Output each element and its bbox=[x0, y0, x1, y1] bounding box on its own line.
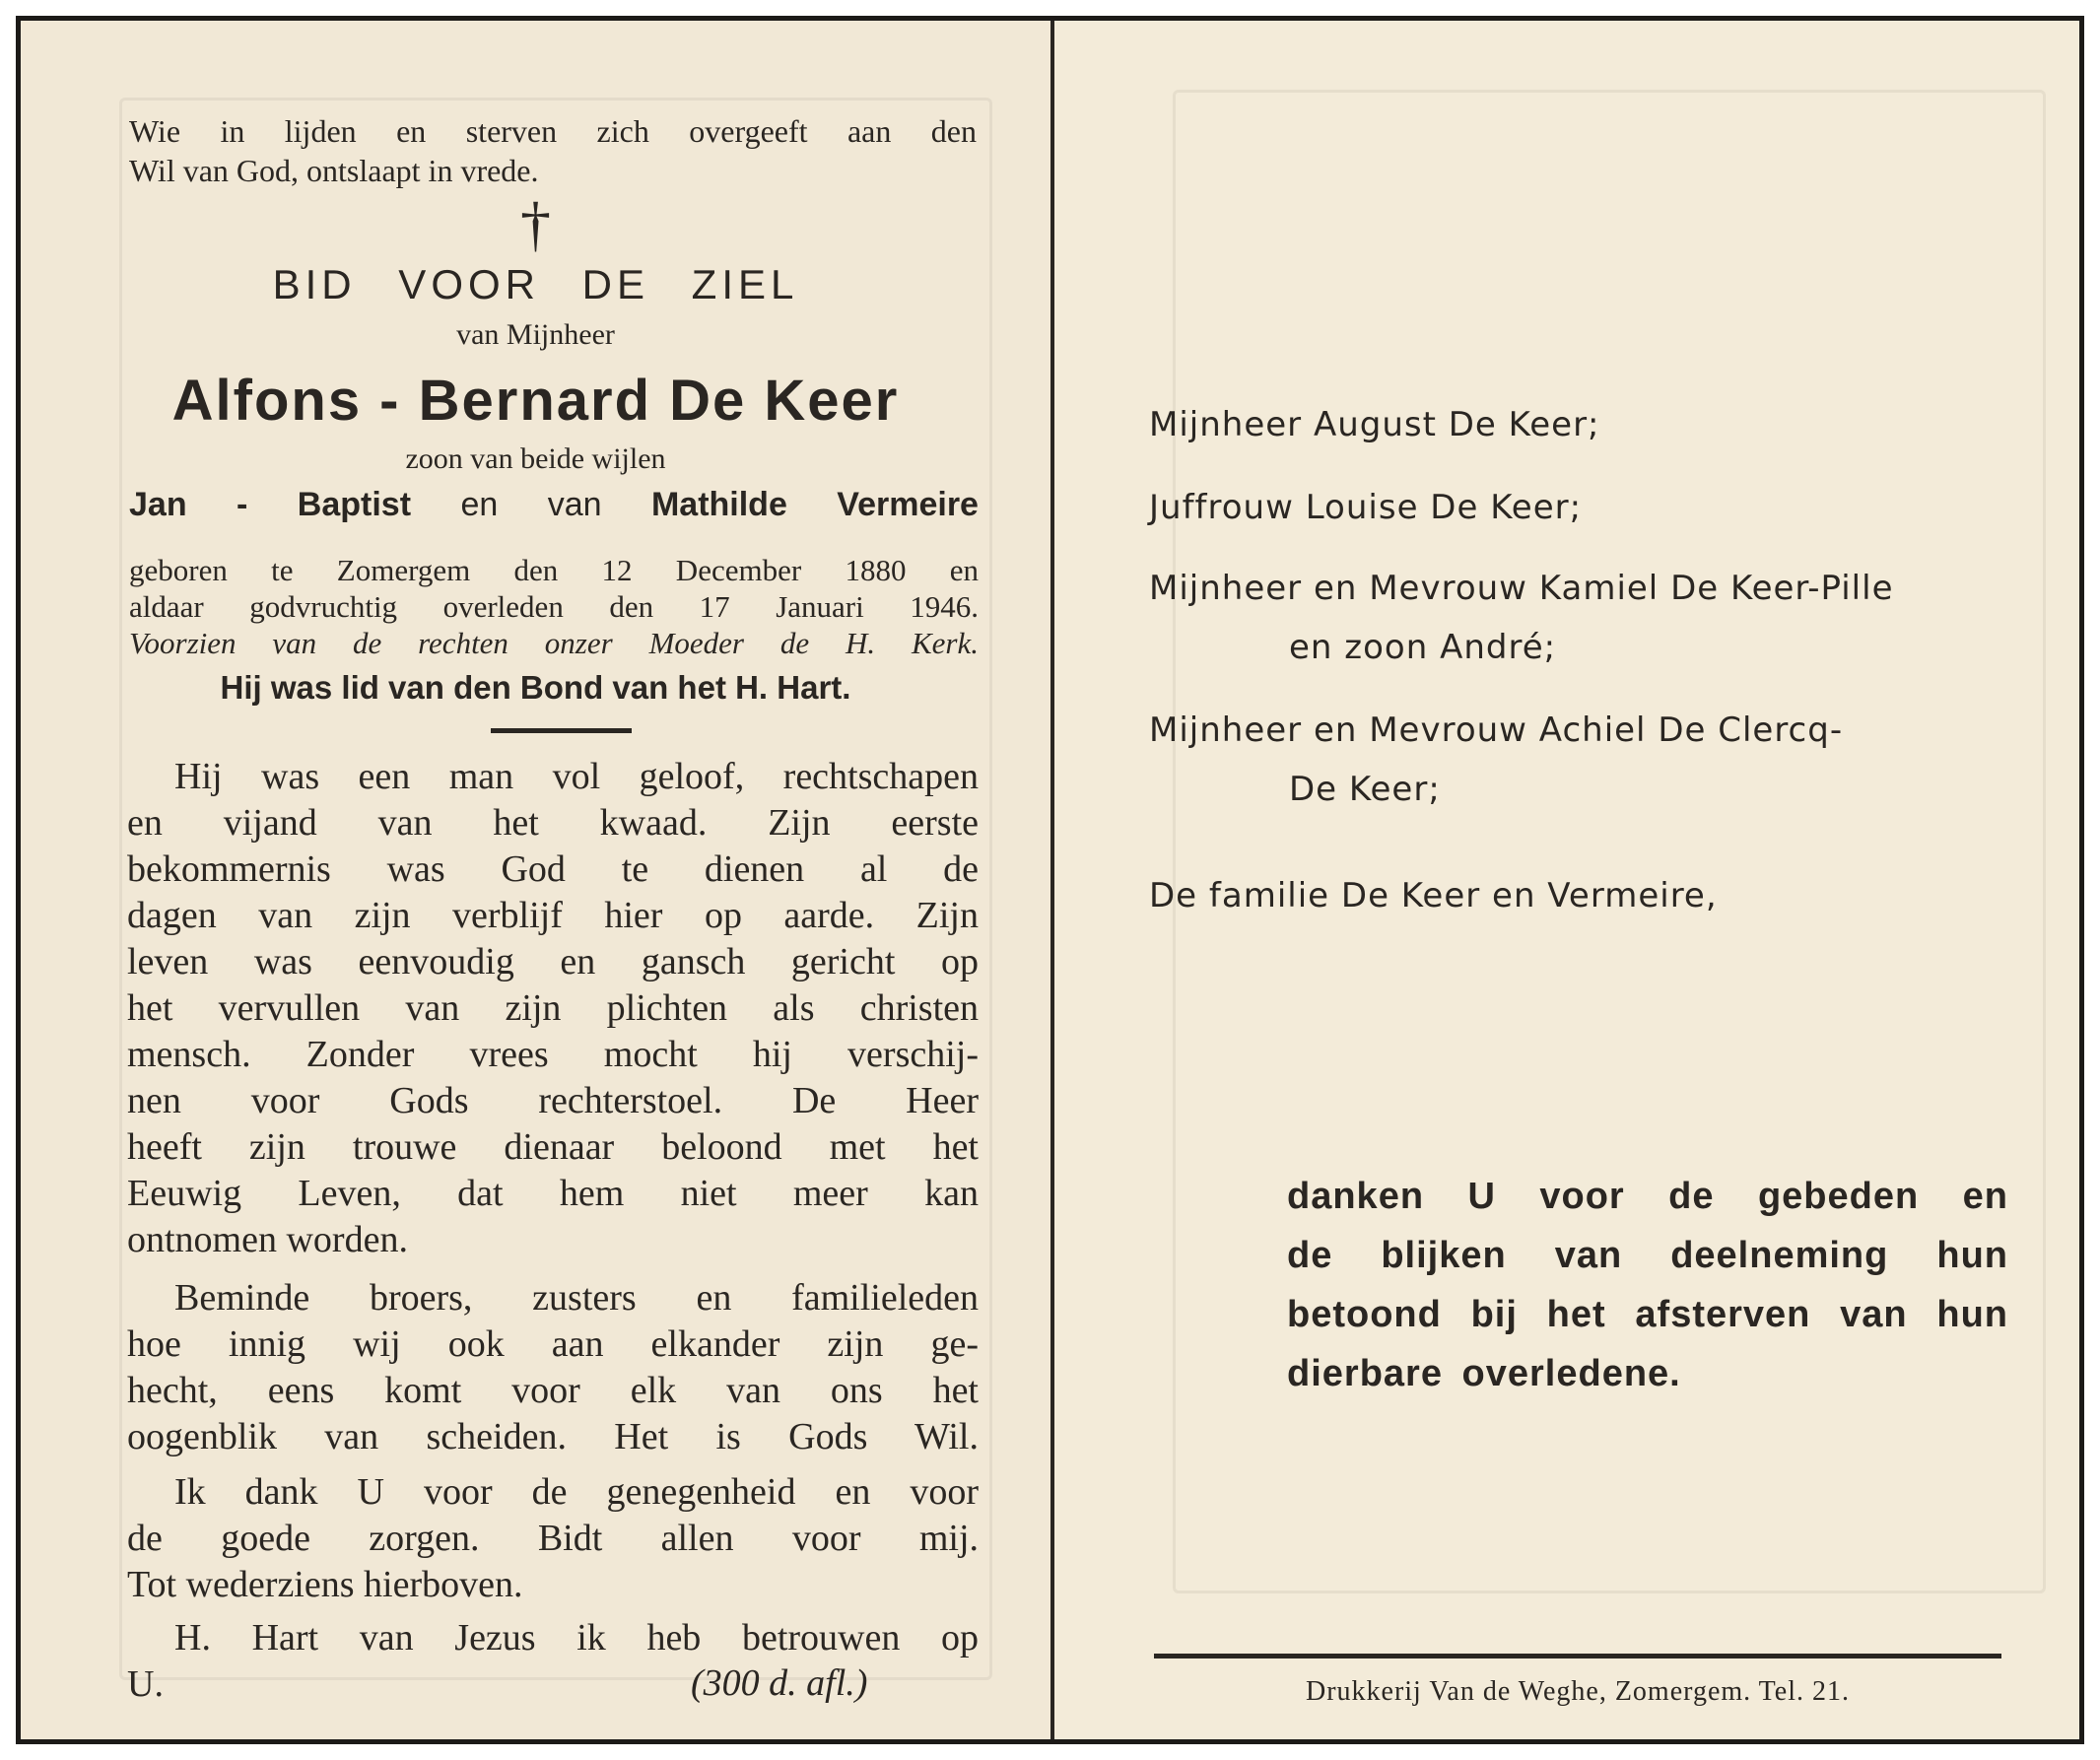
thanks-line: betoond bij het afsterven van hun bbox=[1287, 1294, 2008, 1335]
mother-name: Mathilde Vermeire bbox=[650, 486, 979, 523]
indulgence-note: (300 d. afl.) bbox=[691, 1662, 868, 1704]
birth-line: geboren te Zomergem den 12 December 1880 en bbox=[129, 553, 979, 587]
text-line: hoe innig wij ook aan elkander zijn ge- bbox=[127, 1323, 979, 1365]
text-line: mensch. Zonder vrees mocht hij verschij- bbox=[127, 1034, 979, 1075]
sacraments-line: Voorzien van de rechten onzer Moeder de H. Kerk. bbox=[129, 626, 979, 660]
family-line: en zoon André; bbox=[1289, 628, 1557, 667]
text-line: Eeuwig Leven, dat hem niet meer kan bbox=[127, 1173, 979, 1214]
text-line: oogenblik van scheiden. Het is Gods Wil. bbox=[127, 1416, 979, 1457]
text-line: H. Hart van Jezus ik heb betrouwen op bbox=[174, 1617, 979, 1658]
text-line: dagen van zijn verblijf hier op aarde. Zijn bbox=[127, 895, 979, 936]
text-line: leven was eenvoudig en gansch gericht op bbox=[127, 941, 979, 982]
family-line: Mijnheer August De Keer; bbox=[1149, 405, 1600, 444]
motto-line-1: Wie in lijden en sterven zich overgeeft aan den bbox=[129, 113, 977, 149]
father-name: Jan - Baptist bbox=[129, 486, 412, 523]
family-line: Mijnheer en Mevrouw Achiel De Clercq- bbox=[1149, 711, 1844, 750]
parents-line bbox=[129, 486, 979, 524]
text-line: bekommernis was God te dienen al de bbox=[127, 848, 979, 890]
text-line: Tot wederziens hierboven. bbox=[127, 1564, 523, 1605]
left-page bbox=[21, 21, 1050, 1739]
printer-credit: Drukkerij Van de Weghe, Zomergem. Tel. 21. bbox=[1305, 1676, 1851, 1707]
footer-divider bbox=[1154, 1654, 2001, 1658]
text-line: ontnomen worden. bbox=[127, 1219, 408, 1260]
parents-conjunction: en van bbox=[460, 486, 602, 523]
thanks-line: dierbare overledene. bbox=[1287, 1353, 1681, 1394]
text-line: de goede zorgen. Bidt allen voor mij. bbox=[127, 1518, 979, 1559]
bond-line: Hij was lid van den Bond van het H. Hart. bbox=[220, 669, 851, 706]
divider bbox=[491, 728, 632, 733]
motto-line-2: Wil van God, ontslaapt in vrede. bbox=[129, 153, 539, 188]
cross-icon: † bbox=[520, 191, 551, 258]
son-of-label: zoon van beide wijlen bbox=[405, 442, 666, 475]
deceased-name: Alfons - Bernard De Keer bbox=[171, 369, 900, 433]
family-line: De familie De Keer en Vermeire, bbox=[1149, 876, 1718, 915]
death-line: aldaar godvruchtig overleden den 17 Januari 1946. bbox=[129, 589, 979, 624]
text-line: en vijand van het kwaad. Zijn eerste bbox=[127, 802, 979, 844]
text-line: Hij was een man vol geloof, rechtschapen bbox=[174, 756, 979, 797]
text-line: nen voor Gods rechterstoel. De Heer bbox=[127, 1080, 979, 1121]
thanks-line: danken U voor de gebeden en bbox=[1287, 1176, 2008, 1217]
family-line: Mijnheer en Mevrouw Kamiel De Keer-Pille bbox=[1149, 569, 1894, 608]
text-line: U. bbox=[127, 1663, 164, 1705]
text-line: het vervullen van zijn plichten als christen bbox=[127, 987, 979, 1029]
thanks-line: de blijken van deelneming hun bbox=[1287, 1235, 2008, 1276]
family-line: Juffrouw Louise De Keer; bbox=[1149, 488, 1583, 527]
text-line: hecht, eens komt voor elk van ons het bbox=[127, 1370, 979, 1411]
family-line: De Keer; bbox=[1289, 770, 1441, 809]
text-line: Ik dank U voor de genegenheid en voor bbox=[174, 1471, 979, 1513]
text-line: heeft zijn trouwe dienaar beloond met het bbox=[127, 1126, 979, 1168]
text-line: Beminde broers, zusters en familieleden bbox=[174, 1277, 979, 1319]
prayer-heading: BID VOOR DE ZIEL bbox=[272, 261, 799, 307]
memorial-card bbox=[16, 16, 2084, 1744]
heading-subtitle: van Mijnheer bbox=[456, 318, 615, 351]
